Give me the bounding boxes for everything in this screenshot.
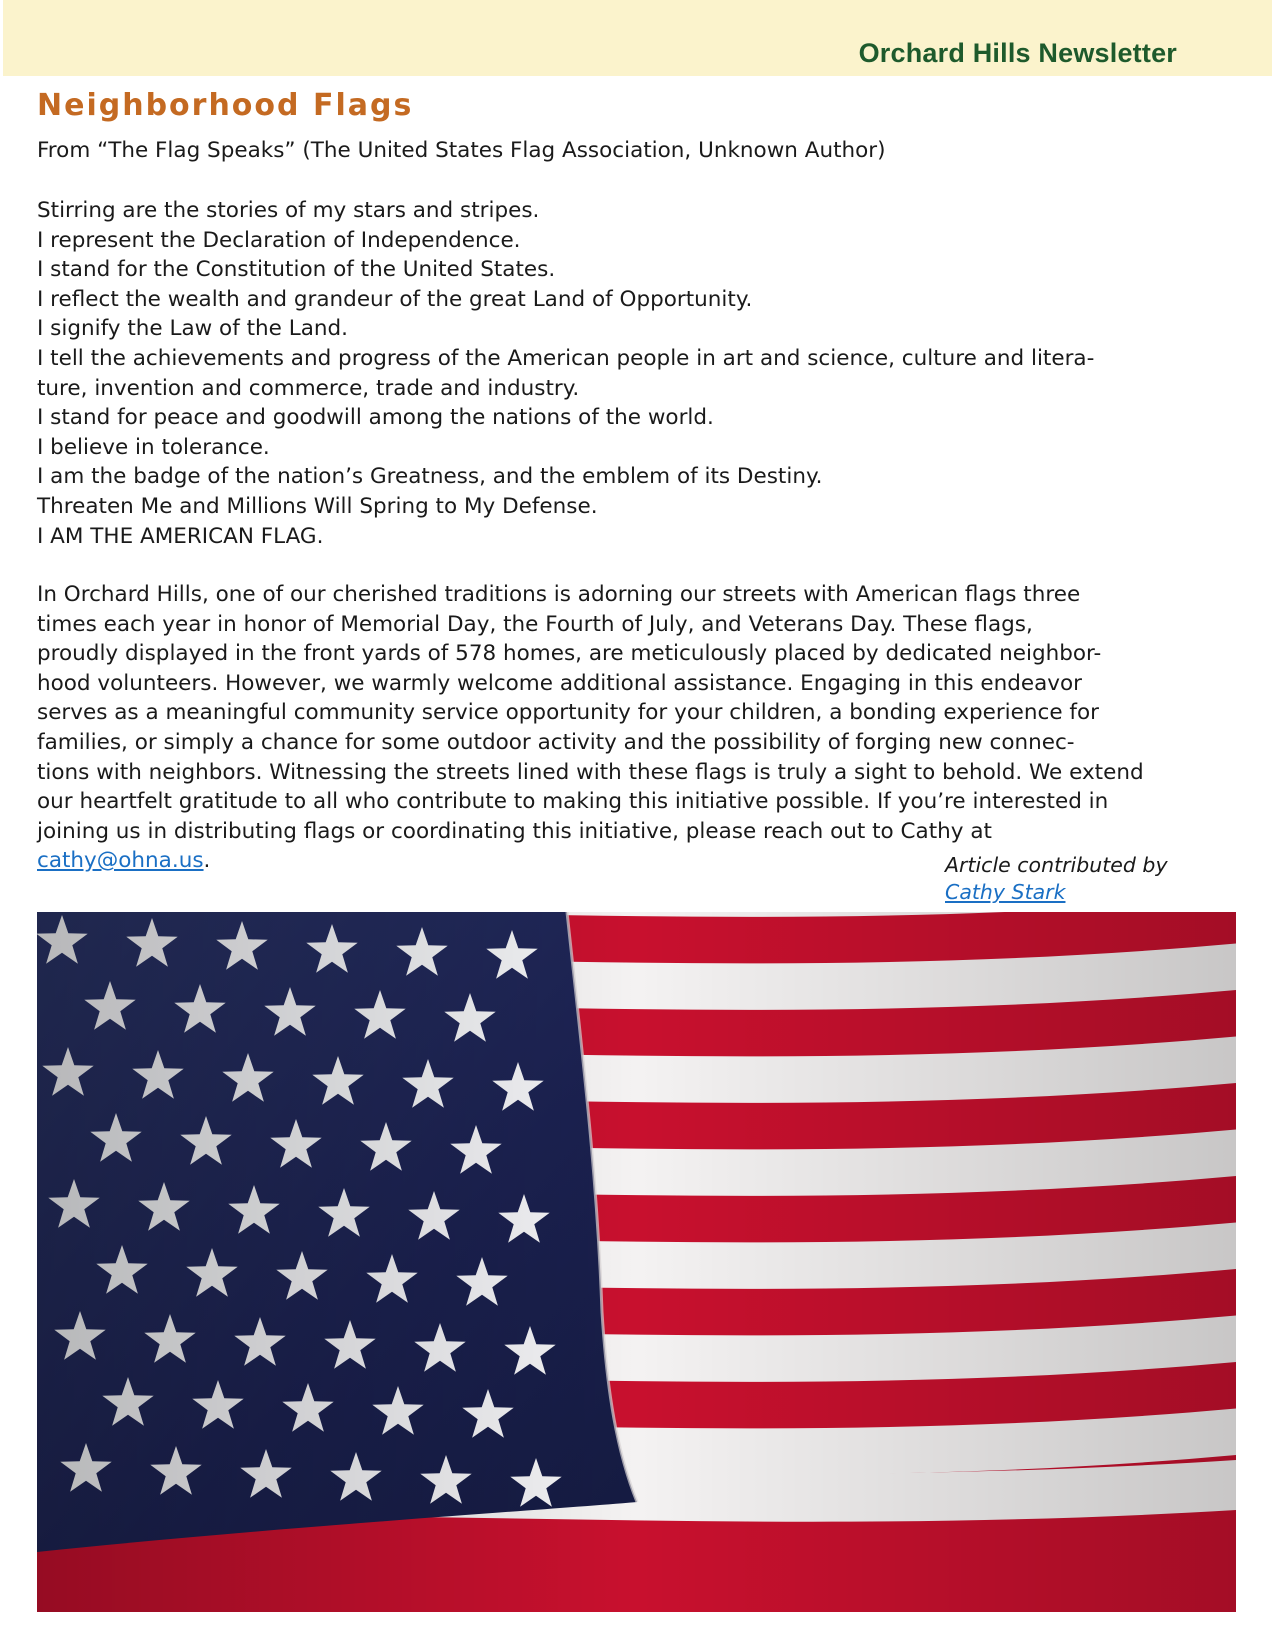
header-band bbox=[0, 0, 1275, 76]
poem-line: I reflect the wealth and grandeur of the great Land of Opportunity. bbox=[37, 286, 753, 312]
poem-line: Threaten Me and Millions Will Spring to My Defense. bbox=[37, 493, 598, 519]
credit-prefix: Article contributed by bbox=[945, 853, 1168, 877]
poem-line: I am the badge of the nation’s Greatness, and the emblem of its Destiny. bbox=[37, 464, 823, 490]
body-line: hood volunteers. However, we warmly welcome additional assistance. Engaging in this endeavor bbox=[37, 670, 1083, 696]
email-trailing-period: . bbox=[203, 848, 211, 874]
body-line: our heartfelt gratitude to all who contribute to making this initiative possible. If you’re interested in bbox=[37, 789, 1109, 815]
body-line: In Orchard Hills, one of our cherished traditions is adorning our streets with American flags three bbox=[37, 582, 1081, 607]
american-flag-photo bbox=[37, 912, 1236, 1612]
body-line: proudly displayed in the front yards of 578 homes, are meticulously placed by dedicated neighbor- bbox=[37, 641, 1102, 667]
poem-line: I AM THE AMERICAN FLAG. bbox=[37, 523, 324, 549]
poem-line: I believe in tolerance. bbox=[37, 434, 270, 460]
fabric-shading bbox=[37, 912, 1236, 1612]
poem bbox=[37, 196, 1237, 551]
body-line: times each year in honor of Memorial Day, the Fourth of July, and Veterans Day. These flags, bbox=[37, 611, 1033, 637]
poem-line: I stand for peace and goodwill among the nations of the world. bbox=[37, 405, 714, 431]
poem-source: From “The Flag Speaks” (The United States Flag Association, Unknown Author) bbox=[37, 138, 886, 163]
contact-email-link[interactable]: cathy@ohna.us bbox=[37, 848, 204, 874]
poem-line: ture, invention and commerce, trade and industry. bbox=[37, 375, 580, 401]
poem-line: I tell the achievements and progress of the American people in art and science, culture and litera- bbox=[37, 345, 1095, 371]
body-line: serves as a meaningful community service opportunity for your children, a bonding experience for bbox=[37, 700, 1099, 726]
body-line: joining us in distributing flags or coordinating this initiative, please reach out to Cathy at bbox=[37, 818, 992, 844]
poem-line: I represent the Declaration of Independence. bbox=[37, 227, 521, 253]
article-credit bbox=[945, 852, 1168, 906]
poem-line: I signify the Law of the Land. bbox=[37, 316, 348, 342]
body-line: families, or simply a chance for some outdoor activity and the possibility of forging new connec- bbox=[37, 729, 1075, 755]
american-flag-image bbox=[37, 912, 1236, 1612]
body-line: tions with neighbors. Witnessing the streets lined with these flags is truly a sight to behold. We extend bbox=[37, 759, 1144, 785]
article-title: Neighborhood Flags bbox=[37, 88, 414, 123]
credit-author-link[interactable]: Cathy Stark bbox=[945, 880, 1066, 904]
poem-line: Stirring are the stories of my stars and stripes. bbox=[37, 198, 540, 223]
article-body bbox=[37, 580, 1237, 876]
poem-line: I stand for the Constitution of the United States. bbox=[37, 257, 556, 283]
newsletter-title: Orchard Hills Newsletter bbox=[858, 38, 1177, 68]
